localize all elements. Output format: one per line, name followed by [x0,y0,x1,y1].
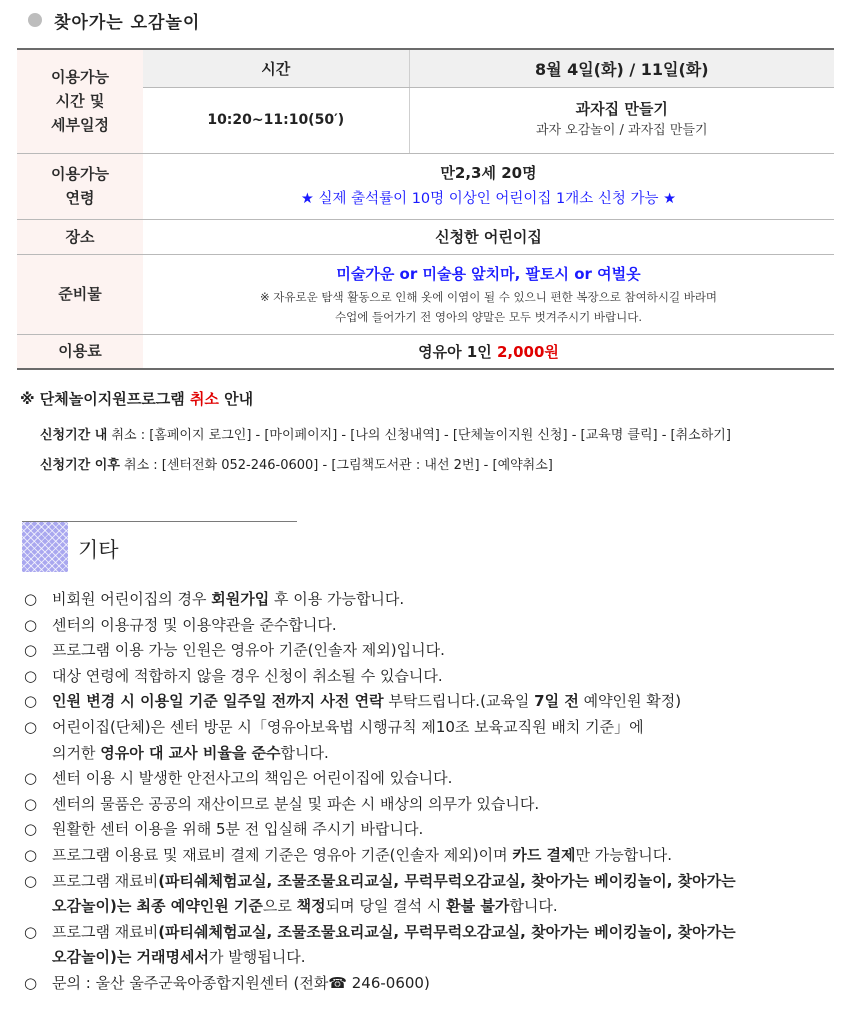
list-item [24,715,824,766]
list-item [24,817,824,843]
item-bold: 환불 불가 [446,897,510,916]
circle-bullet-icon: ○ [24,794,38,813]
item-text: 프로그램 재료비 [52,922,159,941]
item-text: 센터의 이용규정 및 이용약관을 준수합니다. [52,615,337,634]
age-cell [143,153,834,219]
list-item [24,613,824,639]
item-text: 원활한 센터 이용을 위해 5분 전 입실해 주시기 바랍니다. [52,820,424,839]
item-bold: (파티쉐체험교실, 조물조물요리교실, 무럭무럭오감교실, 찾아가는 베이킹놀이, 찾아가는 [158,922,736,941]
fee-cell [143,334,834,369]
age-note: ★ 실제 출석률이 10명 이상인 어린이집 1개소 신청 가능 ★ [300,191,677,207]
prep-cell [143,254,834,334]
item-text: 의거한 [52,743,101,762]
circle-bullet-icon: ○ [24,717,38,736]
cancel-row1-text: 취소 : [홈페이지 로그인] - [마이페이지] - [나의 신청내역] - [단체놀이지원 신청] - [교육명 클릭] - [취소하기] [107,428,731,443]
cancel-title-suffix: 안내 [218,390,254,408]
list-item [24,766,824,792]
list-item [24,971,824,997]
item-text: 후 이용 가능합니다. [269,590,405,608]
item-bold: 영유아 대 교사 비율을 준수 [100,743,281,762]
item-text: 프로그램 재료비 [52,871,159,890]
item-text: 부탁드립니다.(교육일 [383,692,535,711]
circle-bullet-icon: ○ [24,820,38,839]
item-bold: 오감놀이)는 거래명세서 [52,948,209,967]
list-item [24,792,824,818]
circle-bullet-icon: ○ [24,615,38,634]
item-text: 문의 : 울산 울주군육아종합지원센터 (전화☎ 246-0600) [52,973,430,992]
list-item [24,664,824,690]
item-bold: 카드 결제 [512,845,576,864]
prep-note-2: 수업에 들어가기 전 영아의 양말은 모두 벗겨주시기 바랍니다. [335,310,642,324]
place-label: 장소 [17,219,143,254]
time-value: 10:20~11:10(50′) [143,87,409,153]
prep-value: 미술가운 or 미술용 앞치마, 팔토시 or 여벌옷 [336,265,641,283]
circle-bullet-icon: ○ [24,666,38,685]
etc-list [24,587,824,997]
age-label: 이용가능 연령 [17,153,143,219]
date-header: 8월 4일(화) / 11일(화) [409,49,834,87]
item-text: 으로 [262,897,297,916]
program-subtitle: 과자 오감놀이 / 과자집 만들기 [535,123,708,138]
circle-bullet-icon: ○ [24,590,38,608]
item-text: 어린이집(단체)은 센터 방문 시「영유아보육법 시행규칙 제10조 보육교직원 배치 기준」에 [52,717,644,736]
program-info-table [17,48,834,370]
place-value: 신청한 어린이집 [143,219,834,254]
item-bold: 회원가입 [211,590,270,608]
cancel-row2-label: 신청기간 이후 [40,458,120,473]
item-text: 예약인원 확정) [578,692,682,711]
time-header: 시간 [143,49,409,87]
list-item [24,869,824,920]
program-title: 과자집 만들기 [575,100,668,118]
item-bold: 7일 전 [534,692,579,711]
circle-bullet-icon: ○ [24,641,38,660]
list-item [24,638,824,664]
item-bold: 책정 [296,897,326,916]
item-text: 되며 당일 결석 시 [325,897,447,916]
fee-label: 이용료 [17,334,143,369]
circle-bullet-icon: ○ [24,769,38,788]
item-text: 프로그램 이용 가능 인원은 영유아 기준(인솔자 제외)입니다. [52,641,445,660]
item-bold: 인원 변경 시 이용일 기준 일주일 전까지 사전 연락 [52,692,384,711]
fee-amount: 2,000원 [496,342,559,361]
item-text: 센터의 물품은 공공의 재산이므로 분실 및 파손 시 배상의 의무가 있습니다. [52,794,540,813]
list-item [24,587,824,613]
age-value: 만2,3세 20명 [440,164,537,182]
item-bold: (파티쉐체험교실, 조물조물요리교실, 무럭무럭오감교실, 찾아가는 베이킹놀이, 찾아가는 [158,871,736,890]
item-text: 합니다. [280,743,329,762]
item-text: 합니다. [509,897,558,916]
circle-bullet-icon: ○ [24,692,38,711]
program-cell [409,87,834,153]
section-title-text: 찾아가는 오감놀이 [54,12,201,33]
cancel-title-red: 취소 [189,390,219,408]
bullet-circle-icon [28,13,42,27]
pattern-box-icon [22,522,68,572]
list-item [24,843,824,869]
item-bold: 오감놀이)는 최종 예약인원 기준 [52,897,263,916]
circle-bullet-icon: ○ [24,973,38,992]
item-text: 프로그램 이용료 및 재료비 결제 기준은 영유아 기준(인솔자 제외)이며 [52,845,513,864]
fee-prefix: 영유아 1인 [418,342,497,361]
cancel-row2-text: 취소 : [센터전화 052-246-0600] - [그림책도서관 : 내선 2번] - [예약취소] [119,458,553,473]
cancel-row-within-period [40,424,731,443]
etc-title: 기타 [78,538,119,562]
list-item [24,689,824,715]
prep-note-1: ※ 자유로운 탐색 활동으로 인해 옷에 이염이 될 수 있으니 편한 복장으로 참여하시길 바라며 [259,290,718,304]
time-label: 이용가능 시간 및 세부일정 [17,49,143,153]
etc-header [22,521,297,572]
circle-bullet-icon: ○ [24,922,38,941]
cancel-row-after-period [40,454,553,473]
circle-bullet-icon: ○ [24,845,38,864]
cancel-title-prefix: ※ 단체놀이지원프로그램 [20,390,190,408]
section-title [28,8,200,32]
item-text: 만 가능합니다. [575,845,673,864]
prep-label: 준비물 [17,254,143,334]
cancel-row1-label: 신청기간 내 [40,428,108,443]
cancel-notice-title [20,388,253,409]
circle-bullet-icon: ○ [24,871,38,890]
item-text: 대상 연령에 적합하지 않을 경우 신청이 취소될 수 있습니다. [52,666,443,685]
item-text: 비회원 어린이집의 경우 [52,590,212,608]
item-text: 가 발행됩니다. [208,948,306,967]
list-item [24,920,824,971]
item-text: 센터 이용 시 발생한 안전사고의 책임은 어린이집에 있습니다. [52,769,453,788]
